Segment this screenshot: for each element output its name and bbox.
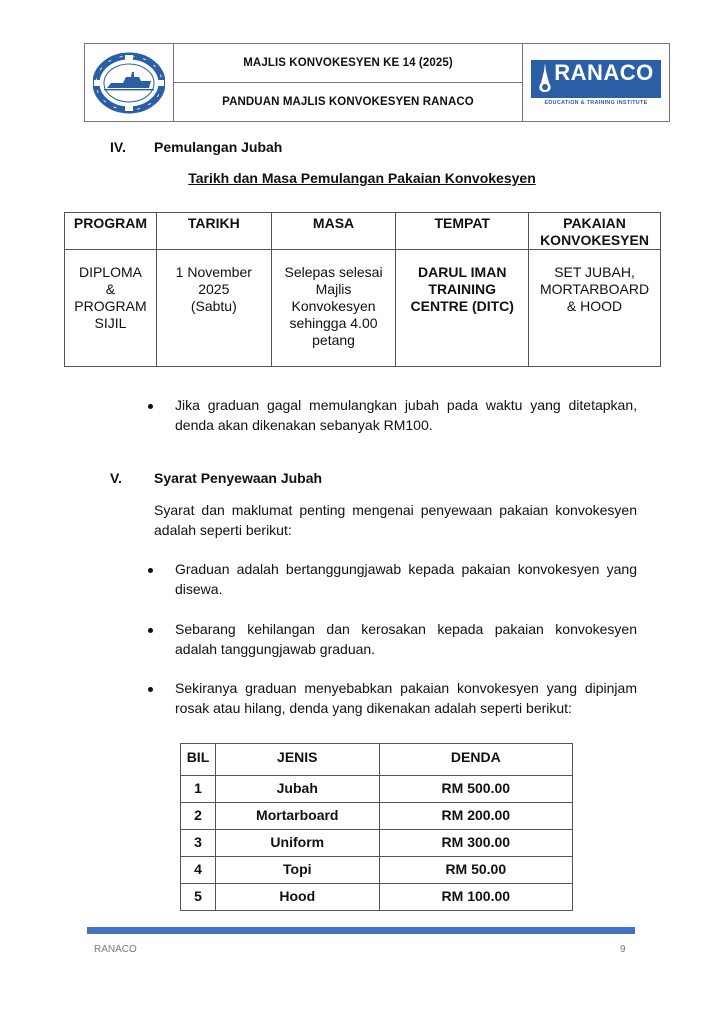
late-return-note: Jika graduan gagal memulangkan jubah pada waktu yang ditetapkan, denda akan dikenakan sebanyak RM100. — [175, 397, 637, 433]
col-header-bil: BIL — [181, 744, 216, 776]
cell-denda: RM 300.00 — [379, 830, 572, 857]
cell-bil: 5 — [181, 884, 216, 911]
col-header-tarikh: TARIKH — [156, 213, 271, 250]
cell-bil: 1 — [181, 776, 216, 803]
rental-rule-2: Sebarang kehilangan dan kerosakan kepada pakaian konvokesyen adalah tanggungjawab graduan. — [175, 621, 637, 657]
table-row — [181, 803, 573, 830]
table-row — [181, 776, 573, 803]
col-header-program: PROGRAM — [65, 213, 157, 250]
cell-denda: RM 100.00 — [379, 884, 572, 911]
header-titles — [174, 44, 522, 121]
bullet-icon — [148, 628, 153, 633]
table-row — [181, 884, 573, 911]
cell-jenis: Mortarboard — [215, 803, 379, 830]
ranaco-marine-logo — [85, 44, 174, 121]
cell-program: DIPLOMA & PROGRAM SIJIL — [65, 250, 157, 367]
cell-jenis: Jubah — [215, 776, 379, 803]
cell-tempat: DARUL IMAN TRAINING CENTRE (DITC) — [396, 250, 529, 367]
rental-rule-3: Sekiranya graduan menyebabkan pakaian konvokesyen yang dipinjam rosak atau hilang, denda yang dikenakan adalah seperti berikut: — [175, 680, 637, 716]
cell-bil: 4 — [181, 857, 216, 884]
cell-bil: 2 — [181, 803, 216, 830]
table-row — [181, 857, 573, 884]
document-header — [84, 43, 670, 122]
page-number: 9 — [620, 944, 626, 955]
section-v-number: V. — [110, 470, 122, 486]
section-iv-number: IV. — [110, 139, 126, 155]
cell-denda: RM 50.00 — [379, 857, 572, 884]
bullet-icon — [148, 687, 153, 692]
cell-jenis: Hood — [215, 884, 379, 911]
header-title-guide: PANDUAN MAJLIS KONVOKESYEN RANACO — [222, 96, 474, 108]
footer-org-name: RANACO — [94, 944, 137, 955]
col-header-masa: MASA — [271, 213, 396, 250]
ranaco-eti-logo — [522, 44, 669, 121]
table-row — [181, 830, 573, 857]
ranaco-logo-tagline: EDUCATION & TRAINING INSTITUTE — [544, 99, 648, 106]
ranaco-logo-word: RANACO — [554, 59, 654, 85]
cell-jenis: Topi — [215, 857, 379, 884]
header-title-event: MAJLIS KONVOKESYEN KE 14 (2025) — [174, 44, 522, 83]
col-header-tempat: TEMPAT — [396, 213, 529, 250]
table-header-row — [181, 744, 573, 776]
return-schedule-subtitle: Tarikh dan Masa Pemulangan Pakaian Konvokesyen — [188, 170, 536, 186]
cell-bil: 3 — [181, 830, 216, 857]
fine-table — [180, 743, 573, 911]
footer-divider-bar — [87, 927, 635, 934]
table-header-row — [65, 213, 661, 250]
cell-tarikh: 1 November 2025 (Sabtu) — [156, 250, 271, 367]
cell-jenis: Uniform — [215, 830, 379, 857]
cell-denda: RM 200.00 — [379, 803, 572, 830]
cell-pakaian: SET JUBAH, MORTARBOARD & HOOD — [529, 250, 661, 367]
col-header-jenis: JENIS — [215, 744, 379, 776]
bullet-icon — [148, 404, 153, 409]
section-v-title: Syarat Penyewaan Jubah — [154, 470, 323, 486]
table-row — [65, 250, 661, 367]
ranaco-logo-box — [531, 60, 661, 98]
rental-rule-1: Graduan adalah bertanggungjawab kepada pakaian konvokesyen yang disewa. — [175, 561, 637, 597]
cell-masa: Selepas selesai Majlis Konvokesyen sehingga 4.00 petang — [271, 250, 396, 367]
return-schedule-table — [64, 212, 661, 367]
bullet-icon — [148, 568, 153, 573]
tower-icon — [537, 63, 553, 93]
rental-intro: Syarat dan maklumat penting mengenai penyewaan pakaian konvokesyen adalah seperti berikut: — [154, 502, 637, 538]
cell-denda: RM 500.00 — [379, 776, 572, 803]
col-header-pakaian: PAKAIAN KONVOKESYEN — [529, 213, 661, 250]
ship-emblem-icon — [93, 52, 165, 114]
section-iv-title: Pemulangan Jubah — [154, 139, 283, 155]
col-header-denda: DENDA — [379, 744, 572, 776]
